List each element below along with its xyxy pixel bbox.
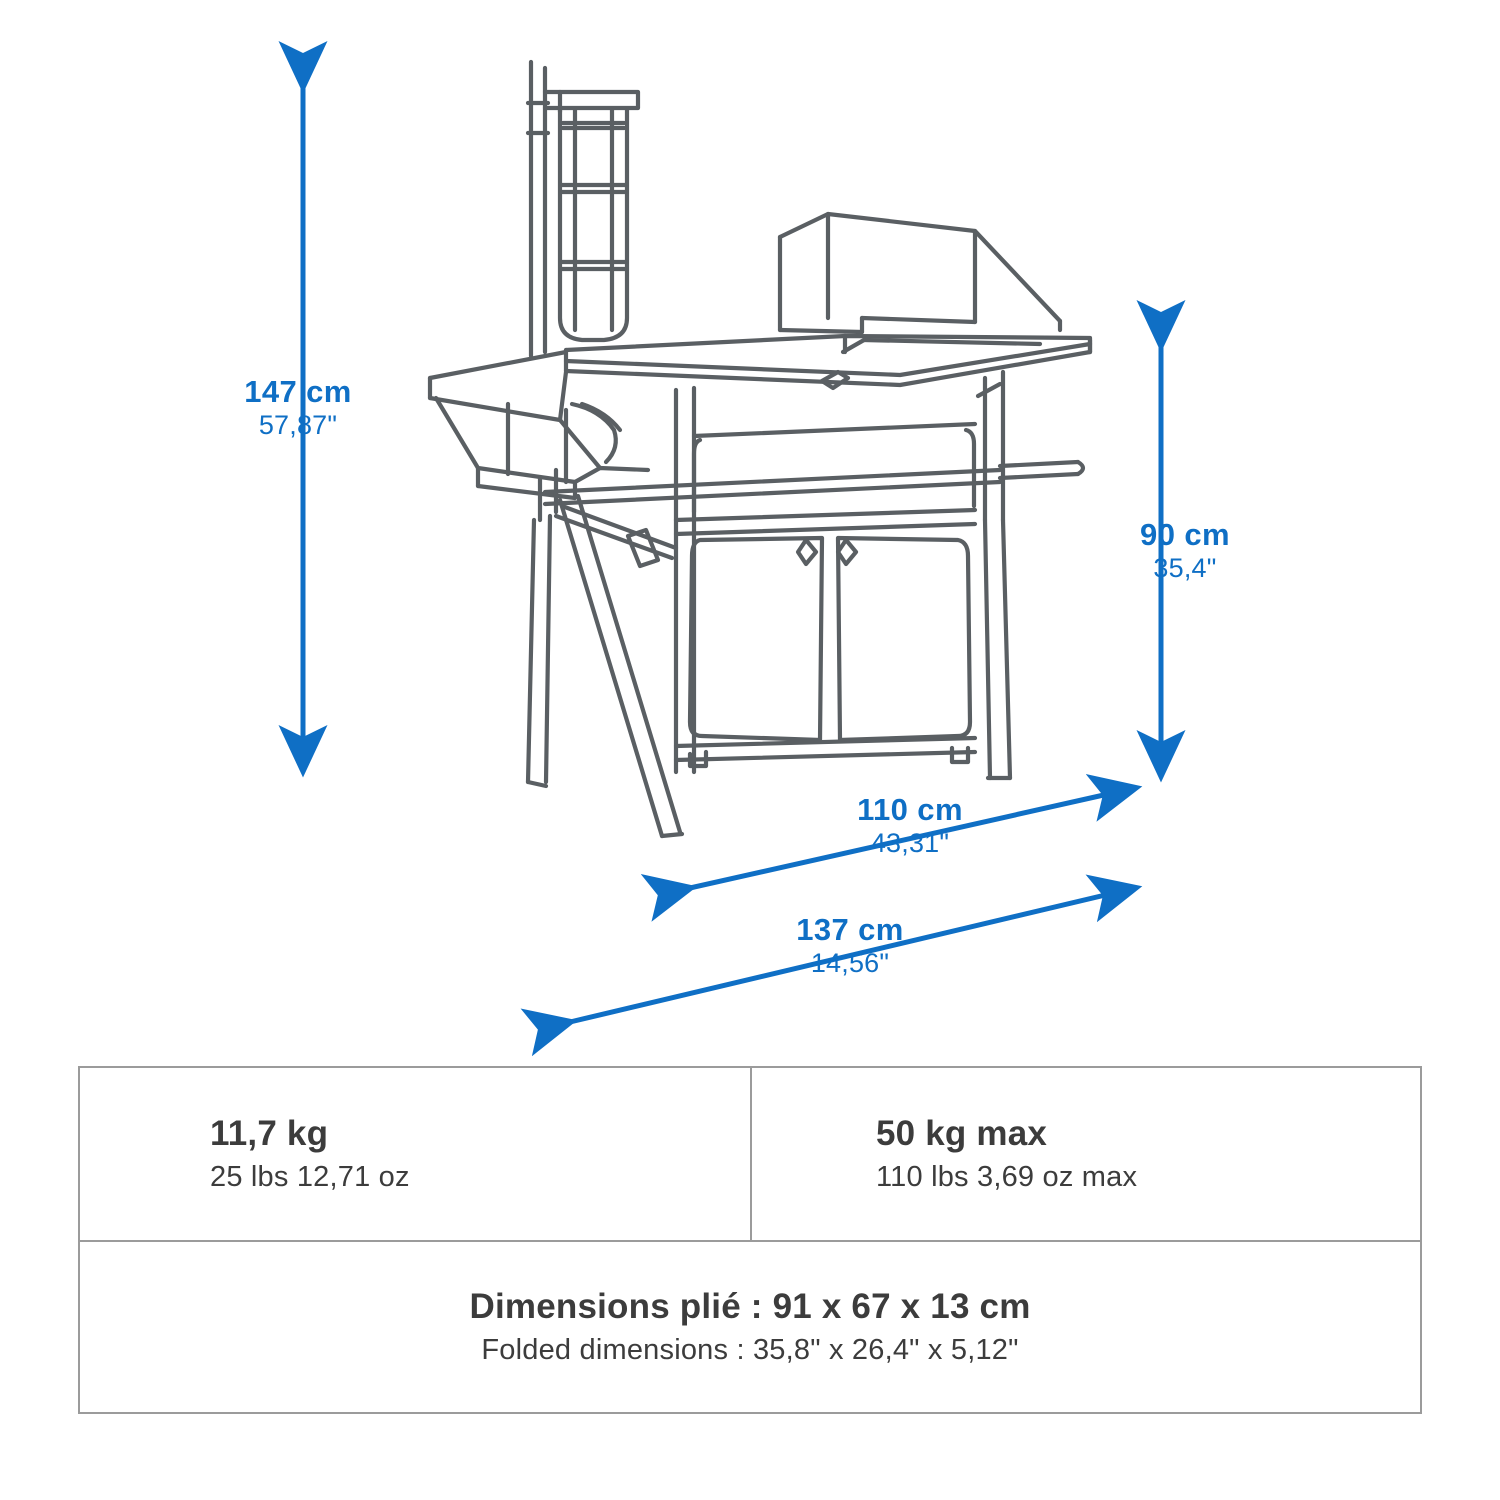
folded-dimensions-imperial: Folded dimensions : 35,8" x 26,4" x 5,12" (481, 1334, 1019, 1366)
spec-cell-max-load (750, 1068, 1420, 1240)
dimension-worktop-height-imperial: 35,4" (1153, 552, 1217, 583)
max-load-metric: 50 kg max (876, 1114, 1048, 1153)
spec-cell-weight (80, 1068, 750, 1240)
dimension-height-metric: 147 cm (244, 374, 352, 409)
dimension-height-imperial: 57,87" (258, 409, 338, 440)
weight-imperial: 25 lbs 12,71 oz (210, 1161, 410, 1193)
dimension-width-imperial: 14,56" (810, 947, 890, 978)
dimension-depth-metric: 110 cm (857, 792, 963, 827)
spec-row-folded (80, 1240, 1420, 1412)
dimension-depth-imperial: 43,31" (870, 827, 950, 858)
specification-table (78, 1066, 1422, 1414)
weight-metric: 11,7 kg (210, 1114, 329, 1153)
spec-cell-folded-dimensions (80, 1242, 1420, 1412)
dimension-width-metric: 137 cm (796, 912, 904, 947)
spec-row-weights (80, 1068, 1420, 1240)
dimension-worktop-height-metric: 90 cm (1140, 517, 1230, 552)
dimension-lines (303, 86, 1161, 1022)
dimension-label-worktop-height (1075, 518, 1295, 583)
dimension-label-width (700, 913, 1000, 978)
dimension-label-depth (760, 793, 1060, 858)
product-illustration (430, 62, 1090, 836)
dimension-label-height (188, 375, 408, 440)
max-load-imperial: 110 lbs 3,69 oz max (876, 1161, 1138, 1193)
folded-dimensions-metric: Dimensions plié : 91 x 67 x 13 cm (469, 1287, 1031, 1326)
